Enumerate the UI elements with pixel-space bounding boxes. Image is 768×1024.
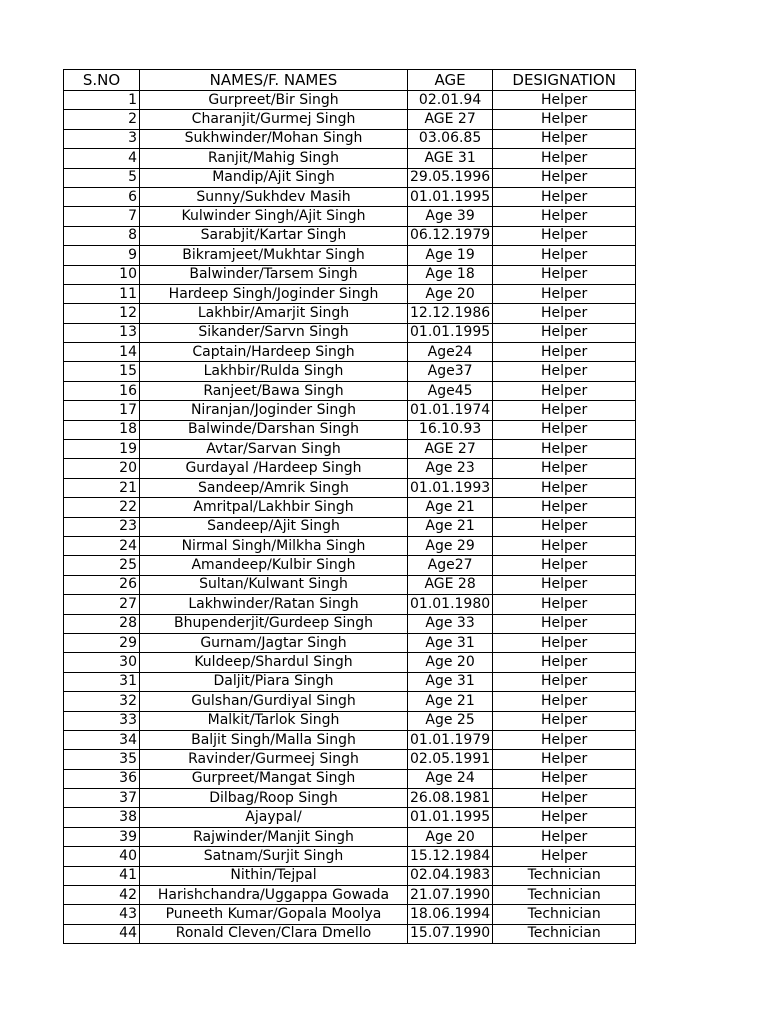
cell-name: Gurdayal /Hardeep Singh xyxy=(140,459,408,478)
cell-name: Bikramjeet/Mukhtar Singh xyxy=(140,246,408,265)
cell-sno: 17 xyxy=(64,401,140,420)
cell-designation: Helper xyxy=(493,575,636,594)
cell-designation: Helper xyxy=(493,381,636,400)
cell-sno: 43 xyxy=(64,905,140,924)
cell-age: 03.06.85 xyxy=(408,129,493,148)
table-row xyxy=(64,110,636,129)
cell-name: Amritpal/Lakhbir Singh xyxy=(140,498,408,517)
table-row xyxy=(64,440,636,459)
table-row xyxy=(64,711,636,730)
cell-name: Lakhbir/Amarjit Singh xyxy=(140,304,408,323)
cell-sno: 28 xyxy=(64,614,140,633)
cell-name: Kulwinder Singh/Ajit Singh xyxy=(140,207,408,226)
cell-age: Age24 xyxy=(408,343,493,362)
cell-age: Age 23 xyxy=(408,459,493,478)
cell-age: AGE 27 xyxy=(408,110,493,129)
table-row xyxy=(64,847,636,866)
cell-designation: Helper xyxy=(493,517,636,536)
cell-sno: 2 xyxy=(64,110,140,129)
table-row xyxy=(64,556,636,575)
cell-name: Balwinde/Darshan Singh xyxy=(140,420,408,439)
cell-designation: Helper xyxy=(493,692,636,711)
cell-name: Rajwinder/Manjit Singh xyxy=(140,827,408,846)
cell-name: Ranjit/Mahig Singh xyxy=(140,149,408,168)
cell-designation: Technician xyxy=(493,924,636,943)
cell-age: Age37 xyxy=(408,362,493,381)
cell-sno: 29 xyxy=(64,633,140,652)
table-row xyxy=(64,401,636,420)
cell-age: Age 21 xyxy=(408,517,493,536)
cell-name: Sandeep/Amrik Singh xyxy=(140,478,408,497)
cell-designation: Helper xyxy=(493,769,636,788)
cell-name: Gurpreet/Bir Singh xyxy=(140,91,408,110)
cell-name: Gulshan/Gurdiyal Singh xyxy=(140,692,408,711)
cell-age: 18.06.1994 xyxy=(408,905,493,924)
cell-name: Gurpreet/Mangat Singh xyxy=(140,769,408,788)
cell-sno: 22 xyxy=(64,498,140,517)
cell-name: Sandeep/Ajit Singh xyxy=(140,517,408,536)
cell-designation: Helper xyxy=(493,556,636,575)
cell-age: 02.01.94 xyxy=(408,91,493,110)
cell-name: Puneeth Kumar/Gopala Moolya xyxy=(140,905,408,924)
cell-sno: 13 xyxy=(64,323,140,342)
cell-age: AGE 31 xyxy=(408,149,493,168)
cell-sno: 26 xyxy=(64,575,140,594)
cell-age: 01.01.1980 xyxy=(408,595,493,614)
cell-sno: 16 xyxy=(64,381,140,400)
cell-designation: Helper xyxy=(493,808,636,827)
cell-name: Ranjeet/Bawa Singh xyxy=(140,381,408,400)
cell-age: 01.01.1974 xyxy=(408,401,493,420)
table-row xyxy=(64,595,636,614)
cell-designation: Helper xyxy=(493,187,636,206)
cell-designation: Helper xyxy=(493,498,636,517)
cell-age: Age 20 xyxy=(408,827,493,846)
cell-sno: 23 xyxy=(64,517,140,536)
cell-designation: Helper xyxy=(493,129,636,148)
table-row xyxy=(64,827,636,846)
cell-name: Baljit Singh/Malla Singh xyxy=(140,730,408,749)
table-body xyxy=(64,91,636,944)
cell-designation: Helper xyxy=(493,711,636,730)
cell-sno: 7 xyxy=(64,207,140,226)
cell-sno: 15 xyxy=(64,362,140,381)
cell-designation: Helper xyxy=(493,750,636,769)
table-row xyxy=(64,246,636,265)
cell-name: Lakhwinder/Ratan Singh xyxy=(140,595,408,614)
table-header xyxy=(64,70,636,91)
cell-name: Ronald Cleven/Clara Dmello xyxy=(140,924,408,943)
cell-designation: Helper xyxy=(493,440,636,459)
cell-designation: Technician xyxy=(493,866,636,885)
table-row xyxy=(64,633,636,652)
cell-name: Captain/Hardeep Singh xyxy=(140,343,408,362)
cell-sno: 21 xyxy=(64,478,140,497)
cell-designation: Helper xyxy=(493,595,636,614)
table-row xyxy=(64,614,636,633)
cell-age: 01.01.1995 xyxy=(408,808,493,827)
cell-sno: 8 xyxy=(64,226,140,245)
cell-age: Age 29 xyxy=(408,536,493,555)
cell-age: Age27 xyxy=(408,556,493,575)
cell-name: Sikander/Sarvn Singh xyxy=(140,323,408,342)
table-row xyxy=(64,265,636,284)
cell-sno: 42 xyxy=(64,886,140,905)
cell-name: Sukhwinder/Mohan Singh xyxy=(140,129,408,148)
cell-name: Sunny/Sukhdev Masih xyxy=(140,187,408,206)
cell-designation: Helper xyxy=(493,149,636,168)
table-row xyxy=(64,91,636,110)
cell-designation: Helper xyxy=(493,207,636,226)
cell-sno: 36 xyxy=(64,769,140,788)
cell-designation: Helper xyxy=(493,343,636,362)
table-row xyxy=(64,362,636,381)
cell-name: Kuldeep/Shardul Singh xyxy=(140,653,408,672)
cell-sno: 25 xyxy=(64,556,140,575)
cell-designation: Technician xyxy=(493,886,636,905)
cell-name: Malkit/Tarlok Singh xyxy=(140,711,408,730)
cell-sno: 41 xyxy=(64,866,140,885)
cell-name: Charanjit/Gurmej Singh xyxy=(140,110,408,129)
table-row xyxy=(64,498,636,517)
cell-sno: 6 xyxy=(64,187,140,206)
cell-name: Avtar/Sarvan Singh xyxy=(140,440,408,459)
cell-age: Age 31 xyxy=(408,672,493,691)
header-row xyxy=(64,70,636,91)
cell-sno: 18 xyxy=(64,420,140,439)
cell-age: Age45 xyxy=(408,381,493,400)
cell-name: Ravinder/Gurmeej Singh xyxy=(140,750,408,769)
cell-sno: 14 xyxy=(64,343,140,362)
table-row xyxy=(64,304,636,323)
cell-designation: Helper xyxy=(493,459,636,478)
cell-name: Bhupenderjit/Gurdeep Singh xyxy=(140,614,408,633)
cell-name: Balwinder/Tarsem Singh xyxy=(140,265,408,284)
cell-sno: 34 xyxy=(64,730,140,749)
cell-name: Amandeep/Kulbir Singh xyxy=(140,556,408,575)
cell-age: 29.05.1996 xyxy=(408,168,493,187)
cell-sno: 9 xyxy=(64,246,140,265)
cell-designation: Helper xyxy=(493,323,636,342)
cell-name: Hardeep Singh/Joginder Singh xyxy=(140,284,408,303)
cell-sno: 32 xyxy=(64,692,140,711)
cell-designation: Helper xyxy=(493,265,636,284)
cell-designation: Helper xyxy=(493,614,636,633)
table-row xyxy=(64,750,636,769)
cell-sno: 11 xyxy=(64,284,140,303)
cell-age: Age 20 xyxy=(408,653,493,672)
cell-sno: 37 xyxy=(64,789,140,808)
table-row xyxy=(64,924,636,943)
cell-sno: 39 xyxy=(64,827,140,846)
table-row xyxy=(64,886,636,905)
cell-sno: 24 xyxy=(64,536,140,555)
cell-sno: 4 xyxy=(64,149,140,168)
cell-age: Age 21 xyxy=(408,692,493,711)
table-row xyxy=(64,284,636,303)
table-row xyxy=(64,168,636,187)
cell-name: Dilbag/Roop Singh xyxy=(140,789,408,808)
cell-sno: 35 xyxy=(64,750,140,769)
cell-sno: 20 xyxy=(64,459,140,478)
header-designation: DESIGNATION xyxy=(493,70,636,91)
table-row xyxy=(64,343,636,362)
header-names: NAMES/F. NAMES xyxy=(140,70,408,91)
cell-designation: Helper xyxy=(493,536,636,555)
cell-age: 21.07.1990 xyxy=(408,886,493,905)
cell-sno: 44 xyxy=(64,924,140,943)
cell-name: Mandip/Ajit Singh xyxy=(140,168,408,187)
table-row xyxy=(64,866,636,885)
table-row xyxy=(64,536,636,555)
table-row xyxy=(64,789,636,808)
cell-sno: 19 xyxy=(64,440,140,459)
cell-designation: Technician xyxy=(493,905,636,924)
header-sno: S.NO xyxy=(64,70,140,91)
cell-age: 02.05.1991 xyxy=(408,750,493,769)
cell-age: AGE 28 xyxy=(408,575,493,594)
cell-age: Age 25 xyxy=(408,711,493,730)
table-row xyxy=(64,672,636,691)
cell-designation: Helper xyxy=(493,246,636,265)
cell-designation: Helper xyxy=(493,633,636,652)
cell-designation: Helper xyxy=(493,110,636,129)
cell-age: 15.12.1984 xyxy=(408,847,493,866)
cell-designation: Helper xyxy=(493,827,636,846)
cell-sno: 38 xyxy=(64,808,140,827)
cell-name: Nirmal Singh/Milkha Singh xyxy=(140,536,408,555)
cell-designation: Helper xyxy=(493,91,636,110)
cell-designation: Helper xyxy=(493,847,636,866)
cell-age: 01.01.1995 xyxy=(408,187,493,206)
cell-age: Age 20 xyxy=(408,284,493,303)
employee-table xyxy=(63,69,636,944)
cell-age: Age 21 xyxy=(408,498,493,517)
cell-name: Daljit/Piara Singh xyxy=(140,672,408,691)
cell-designation: Helper xyxy=(493,304,636,323)
cell-name: Sultan/Kulwant Singh xyxy=(140,575,408,594)
cell-designation: Helper xyxy=(493,730,636,749)
cell-age: Age 39 xyxy=(408,207,493,226)
table-row xyxy=(64,769,636,788)
cell-age: 12.12.1986 xyxy=(408,304,493,323)
cell-age: Age 19 xyxy=(408,246,493,265)
table-row xyxy=(64,905,636,924)
cell-age: Age 18 xyxy=(408,265,493,284)
cell-name: Gurnam/Jagtar Singh xyxy=(140,633,408,652)
cell-age: 01.01.1995 xyxy=(408,323,493,342)
cell-designation: Helper xyxy=(493,420,636,439)
cell-sno: 10 xyxy=(64,265,140,284)
cell-designation: Helper xyxy=(493,168,636,187)
cell-sno: 5 xyxy=(64,168,140,187)
cell-name: Niranjan/Joginder Singh xyxy=(140,401,408,420)
cell-age: 15.07.1990 xyxy=(408,924,493,943)
cell-designation: Helper xyxy=(493,362,636,381)
table-row xyxy=(64,149,636,168)
cell-age: AGE 27 xyxy=(408,440,493,459)
cell-sno: 1 xyxy=(64,91,140,110)
cell-age: Age 24 xyxy=(408,769,493,788)
cell-sno: 31 xyxy=(64,672,140,691)
table-row xyxy=(64,808,636,827)
cell-sno: 33 xyxy=(64,711,140,730)
table-row xyxy=(64,129,636,148)
table-row xyxy=(64,478,636,497)
table-row xyxy=(64,575,636,594)
cell-name: Ajaypal/ xyxy=(140,808,408,827)
table-row xyxy=(64,730,636,749)
cell-sno: 27 xyxy=(64,595,140,614)
cell-age: 01.01.1993 xyxy=(408,478,493,497)
cell-designation: Helper xyxy=(493,672,636,691)
cell-sno: 30 xyxy=(64,653,140,672)
cell-name: Sarabjit/Kartar Singh xyxy=(140,226,408,245)
cell-designation: Helper xyxy=(493,478,636,497)
table-row xyxy=(64,207,636,226)
table-row xyxy=(64,459,636,478)
table-row xyxy=(64,187,636,206)
cell-age: Age 31 xyxy=(408,633,493,652)
cell-age: 01.01.1979 xyxy=(408,730,493,749)
table-row xyxy=(64,420,636,439)
cell-designation: Helper xyxy=(493,226,636,245)
cell-name: Lakhbir/Rulda Singh xyxy=(140,362,408,381)
cell-designation: Helper xyxy=(493,284,636,303)
cell-sno: 40 xyxy=(64,847,140,866)
table-row xyxy=(64,226,636,245)
cell-designation: Helper xyxy=(493,653,636,672)
cell-age: Age 33 xyxy=(408,614,493,633)
cell-age: 16.10.93 xyxy=(408,420,493,439)
cell-sno: 12 xyxy=(64,304,140,323)
cell-name: Harishchandra/Uggappa Gowada xyxy=(140,886,408,905)
table-row xyxy=(64,692,636,711)
cell-age: 02.04.1983 xyxy=(408,866,493,885)
cell-designation: Helper xyxy=(493,789,636,808)
header-age: AGE xyxy=(408,70,493,91)
cell-age: 06.12.1979 xyxy=(408,226,493,245)
table-row xyxy=(64,381,636,400)
cell-age: 26.08.1981 xyxy=(408,789,493,808)
cell-sno: 3 xyxy=(64,129,140,148)
table-row xyxy=(64,323,636,342)
cell-name: Satnam/Surjit Singh xyxy=(140,847,408,866)
cell-designation: Helper xyxy=(493,401,636,420)
table-row xyxy=(64,517,636,536)
table-row xyxy=(64,653,636,672)
cell-name: Nithin/Tejpal xyxy=(140,866,408,885)
